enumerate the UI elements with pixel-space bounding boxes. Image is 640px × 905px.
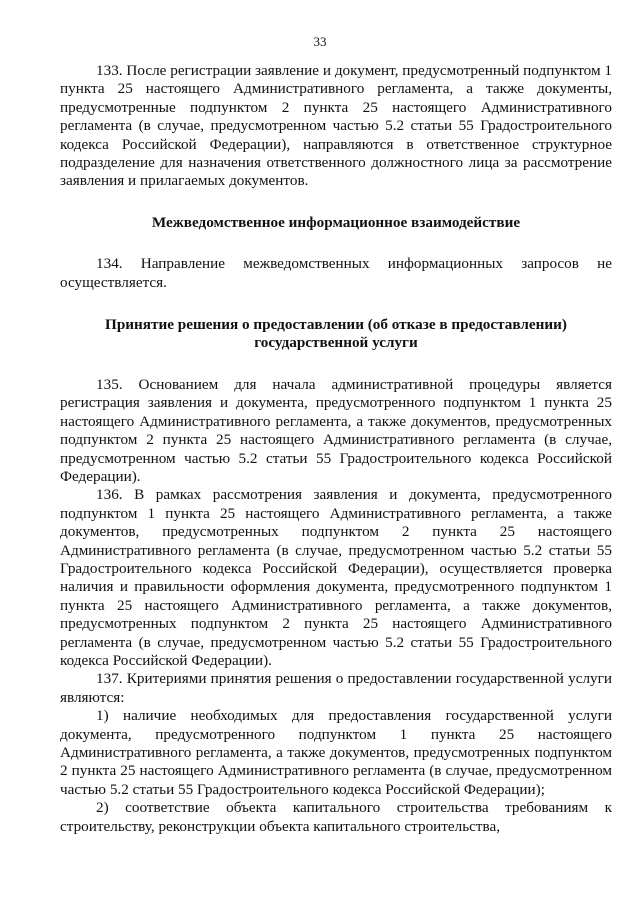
section-heading-interagency: Межведомственное информационное взаимодействие [151, 213, 521, 231]
paragraph-137-item-1: 1) наличие необходимых для предоставления государственной услуги документа, предусмотренного подпунктом 1 пункта 25 настоящего Административного регламента, а также документов, предусмотренных подпунктом 2 пункта 25 настоящего Административного регламента (в случае, предусмотренном частью 5.2 статьи 55 Градостроительного кодекса Российской Федерации); [60, 707, 612, 798]
paragraph-134: 134. Направление межведомственных информационных запросов не осуществляется. [60, 255, 612, 291]
paragraph-137-item-2: 2) соответствие объекта капитального строительства требованиям к строительству, реконструкции объекта капитального строительства, [60, 799, 612, 835]
section-heading-decision: Принятие решения о предоставлении (об отказе в предоставлении) государственной услуги [105, 316, 567, 352]
page-number: 33 [313, 34, 327, 49]
paragraph-133: 133. После регистрации заявление и документ, предусмотренный подпунктом 1 пункта 25 настоящего Административного регламента, а также документы, предусмотренные подпунктом 2 пункта 25 настоящего Административного регламента (в случае, предусмотренном частью 5.2 статьи 55 Градостроительного кодекса Российской Федерации), направляются в ответственное структурное подразделение для назначения ответственного должностного лица за рассмотрение заявления и прилагаемых документов. [60, 62, 612, 190]
paragraph-136: 136. В рамках рассмотрения заявления и документа, предусмотренного подпунктом 1 пункта 25 настоящего Административного регламента, а также документов, предусмотренных подпунктом 2 пункта 25 настоящего Административного регламента (в случае, предусмотренном частью 5.2 статьи 55 Градостроительного кодекса Российской Федерации), осуществляется проверка наличия и правильности оформления документа, предусмотренного подпунктом 1 пункта 25 настоящего Административного регламента, а также документов, предусмотренных подпунктом 2 пункта 25 настоящего Административного регламента (в случае, предусмотренном частью 5.2 статьи 55 Градостроительного кодекса Российской Федерации). [60, 486, 612, 669]
paragraph-137: 137. Критериями принятия решения о предоставлении государственной услуги являются: [60, 670, 612, 706]
paragraph-135: 135. Основанием для начала административной процедуры является регистрация заявления и документа, предусмотренного подпунктом 1 пункта 25 настоящего Административного регламента, а также документов, предусмотренных подпунктом 2 пункта 25 настоящего Административного регламента (в случае, предусмотренном частью 5.2 статьи 55 Градостроительного кодекса Российской Федерации). [60, 375, 612, 485]
document-body [60, 62, 612, 836]
